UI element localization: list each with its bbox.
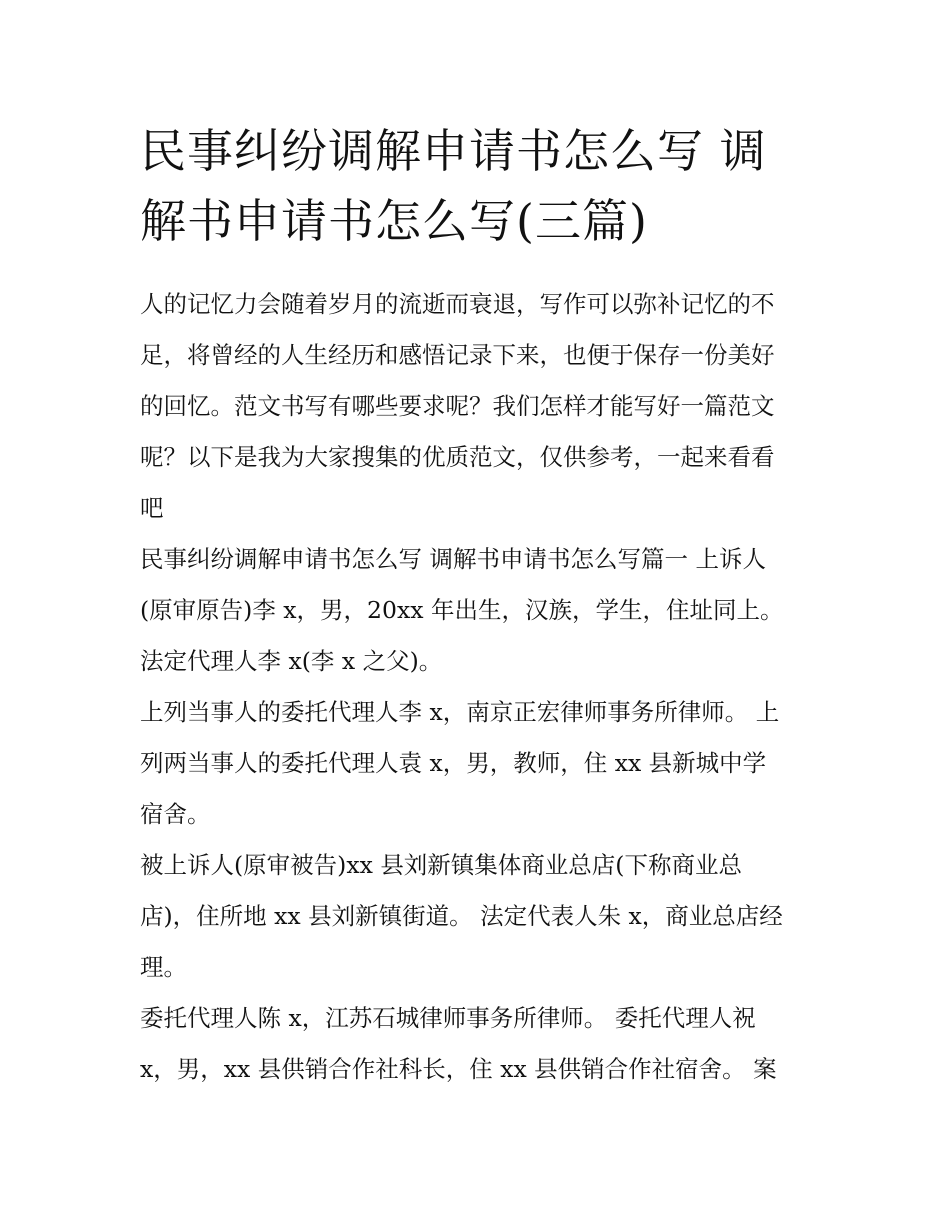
appellant-paragraph bbox=[140, 534, 820, 636]
text-line: 法定代理人李 x(李 x 之父)。 bbox=[140, 647, 443, 675]
title-line: 民事纠纷调解申请书怎么写 调 bbox=[140, 124, 767, 178]
text-line: 宿舍。 bbox=[140, 800, 211, 828]
text-line: 被上诉人(原审被告)xx 县刘新镇集体商业总店(下称商业总 bbox=[140, 851, 742, 879]
text-line: x，男，xx 县供销合作社科长，住 xx 县供销合作社宿舍。 案 bbox=[140, 1055, 777, 1083]
text-line: 的回忆。范文书写有哪些要求呢？我们怎样才能写好一篇范文 bbox=[140, 392, 775, 420]
agent-paragraph bbox=[140, 687, 820, 840]
text-line: 理。 bbox=[140, 953, 187, 981]
document-title bbox=[140, 116, 820, 256]
appellee-agent-paragraph bbox=[140, 993, 820, 1095]
text-line: 上列当事人的委托代理人李 x，南京正宏律师事务所律师。 上 bbox=[140, 698, 780, 726]
text-line: (原审原告)李 x，男，20xx 年出生，汉族，学生，住址同上。 bbox=[140, 596, 784, 624]
text-line: 民事纠纷调解申请书怎么写 调解书申请书怎么写篇一 上诉人 bbox=[140, 545, 766, 573]
legal-representative-paragraph bbox=[140, 636, 820, 687]
appellee-paragraph bbox=[140, 840, 820, 993]
text-line: 人的记忆力会随着岁月的流逝而衰退，写作可以弥补记忆的不 bbox=[140, 290, 775, 318]
document-body bbox=[140, 279, 820, 1095]
text-line: 足，将曾经的人生经历和感悟记录下来，也便于保存一份美好 bbox=[140, 341, 775, 369]
text-line: 列两当事人的委托代理人袁 x，男，教师，住 xx 县新城中学 bbox=[140, 749, 767, 777]
title-line: 解书申请书怎么写(三篇) bbox=[140, 194, 648, 248]
text-line: 呢？以下是我为大家搜集的优质范文，仅供参考，一起来看看 bbox=[140, 443, 775, 471]
text-line: 委托代理人陈 x，江苏石城律师事务所律师。 委托代理人祝 bbox=[140, 1004, 756, 1032]
text-line: 吧 bbox=[140, 494, 164, 522]
intro-paragraph bbox=[140, 279, 820, 534]
text-line: 店)，住所地 xx 县刘新镇街道。 法定代表人朱 x，商业总店经 bbox=[140, 902, 783, 930]
